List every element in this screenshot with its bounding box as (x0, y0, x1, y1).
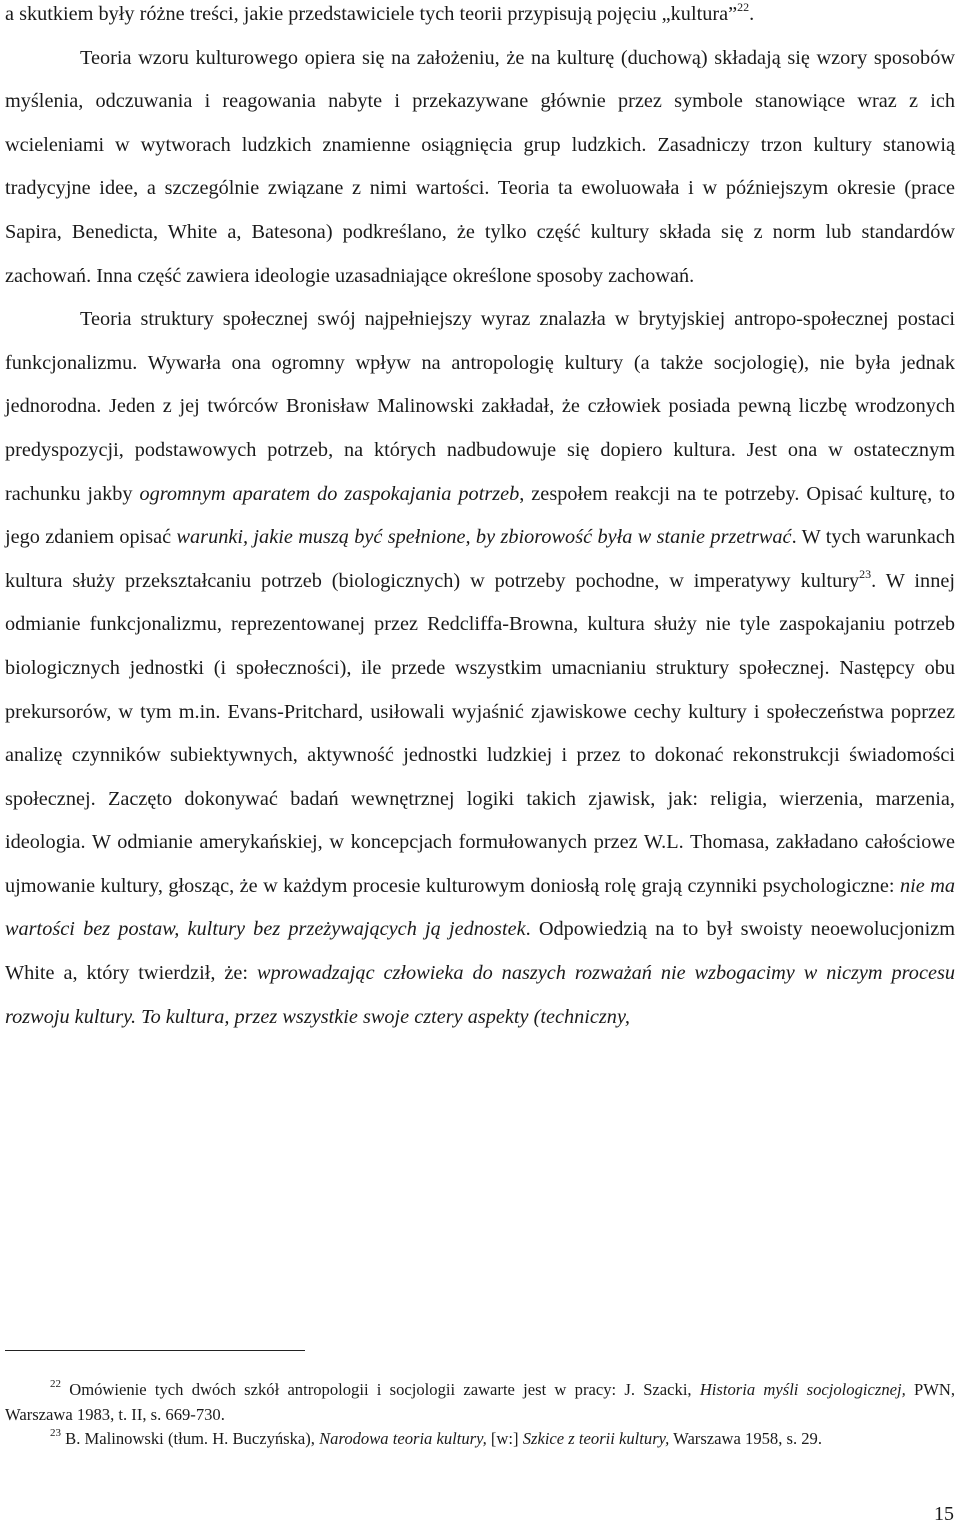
text-run: . W innej odmianie funkcjonalizmu, reprezentowanej przez Redcliffa-Browna, kultura służy nie tyle zaspokajaniu potrzeb biologicznych jednostki (i społeczności), ile przede wszystkim umacnianiu struktury społecznej. Następcy obu prekursorów, w tym m.in. Evans-Pritchard, usiłowali wyjaśnić zjawiskowe cechy kultury i społeczeństwa poprzez analizę czynników subiektywnych, aktywność jednostki ludzkiej i przez to dokonać rekonstrukcji świadomości społecznej. Zaczęto dokonywać badań wewnętrznej logiki takich zjawisk, jak: religia, wierzenia, marzenia, ideologia. W odmianie amerykańskiej, w koncepcjach formułowanych przez W.L. Thomasa, zakładano całościowe ujmowanie kultury, głosząc, że w każdym procesie kulturowym doniosłą rolę grają czynniki psychologiczne: (5, 569, 955, 897)
page-number: 15 (934, 1503, 954, 1525)
italic-quote: warunki, jakie muszą być spełnione, by zbiorowość była w stanie przetrwać (176, 526, 792, 549)
text-run: , zespołem reakcji na te potrzeby. Opisać kulturę, to jego zdaniem opisać (5, 482, 955, 549)
text-run: a skutkiem były różne treści, jakie przedstawiciele tych teorii przypisują pojęciu „kultura” (5, 3, 738, 25)
text-run: Teoria struktury społecznej swój najpełniejszy wyraz znalazła w brytyjskiej antropo-społecznej postaci funkcjonalizmu. Wywarła ona ogromny wpływ na antropologię kultury (a także socjologię), nie była jednak jednorodna. Jeden z jej twórców Bronisław Malinowski zakładał, że człowiek posiada pewną liczbę wrodzonych predyspozycji, podstawowych potrzeb, na których nadbudowuje się dopiero kultura. Jest ona w ostatecznym rachunku jakby (5, 308, 955, 505)
italic-quote: wprowadzając człowieka do naszych rozważań nie wzbogacimy w niczym procesu rozwoju kultury. To kultura, przez wszystkie swoje cztery aspekty (techniczny, (5, 962, 955, 1028)
book-title: Historia myśli socjologicznej, (699, 1380, 906, 1399)
paragraph-cultural-pattern: Teoria wzoru kulturowego opiera się na założeniu, że na kulturę (duchową) składają się wzory sposobów myślenia, odczuwania i reagowania nabyte i przekazywane głównie przez symbole stanowiące wraz z ich wcieleniami w wytworach ludzkich znamienne osiągnięcia grup ludzkich. Zasadniczy trzon kultury stanowią tradycyjne idee, a szczególnie związane z nimi wartości. Teoria ta ewoluowała i w późniejszym okresie (prace Sapira, Benedicta, White a, Batesona) podkreślano, że tylko część kultury składa się z norm lub standardów zachowań. Inna część zawiera ideologie uzasadniające określone sposoby zachowań. (5, 46, 955, 287)
text-run: . W tych warunkach kultura służy przekształcaniu potrzeb (biologicznych) w potrzeby pochodne, w imperatywy kultury (5, 526, 956, 592)
text-run: Omówienie tych dwóch szkół antropologii i socjologii zawarte jest w pracy: J. Szacki, (61, 1380, 700, 1399)
footnote-ref-22: 22 (737, 0, 750, 15)
paragraph-continued (5, 0, 955, 37)
text-run: Warszawa 1958, s. 29. (669, 1429, 823, 1448)
footnote-23 (5, 1427, 955, 1452)
footnote-separator (5, 1350, 305, 1351)
footnote-number: 23 (50, 1427, 61, 1440)
text-run: B. Malinowski (tłum. H. Buczyńska), (61, 1429, 320, 1448)
text-run: . Odpowiedzią na to był swoisty neoewolucjonizm White a, który twierdził, że: (5, 918, 955, 985)
paragraph-social-structure (5, 298, 955, 1039)
footnote-number: 22 (50, 1378, 61, 1391)
footnotes (5, 1378, 955, 1452)
book-title: Narodowa teoria kultury, (319, 1429, 487, 1448)
footnote-22 (5, 1378, 955, 1427)
italic-quote: ogromnym aparatem do zaspokajania potrzeb (139, 482, 520, 505)
footnote-ref-23: 23 (859, 566, 872, 581)
italic-quote: nie ma wartości bez postaw, kultury bez przeżywających ją jednostek (5, 874, 955, 941)
text-run: PWN, Warszawa 1983, t. II, s. 669-730. (5, 1380, 956, 1424)
text-run: [w:] (486, 1429, 523, 1448)
body-text (5, 0, 955, 1039)
text-run: . (749, 3, 755, 25)
book-title: Szkice z teorii kultury, (522, 1429, 670, 1448)
